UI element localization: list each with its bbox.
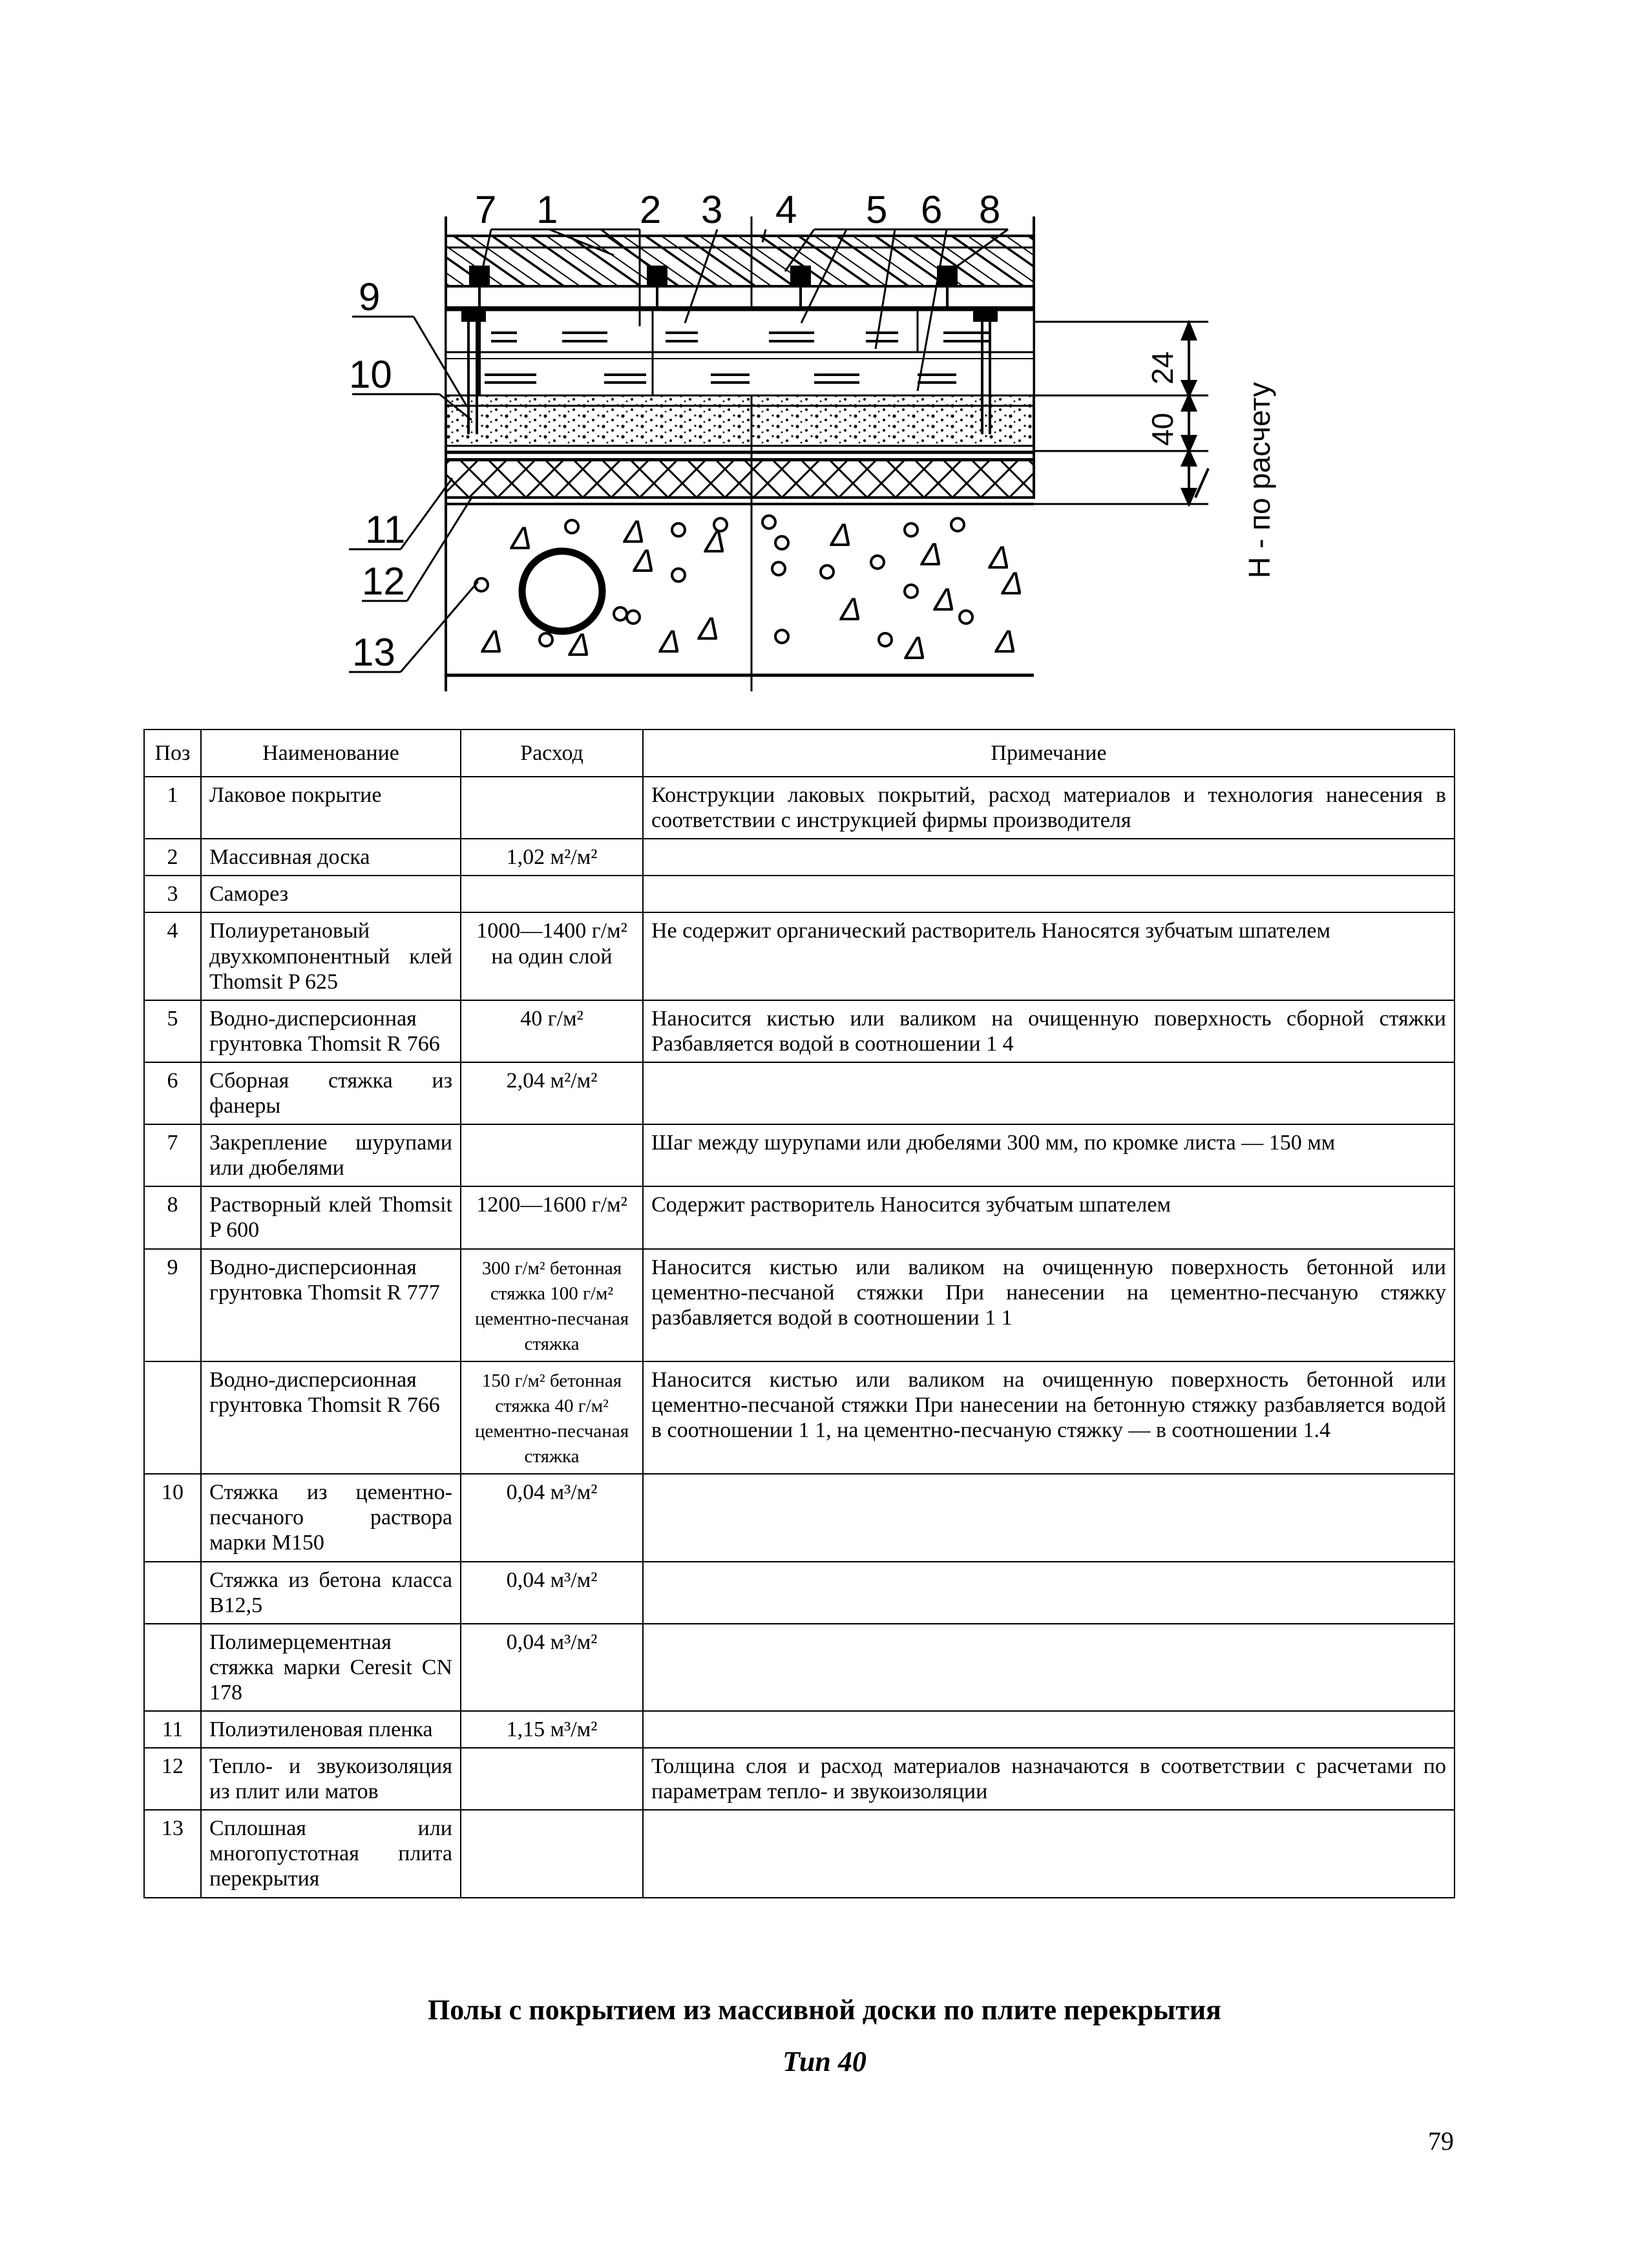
caption-type: Тип 40 [782, 2046, 867, 2077]
row-pos: 1 [144, 777, 201, 839]
row-name: Водно-дисперсионная грунтовка Thomsit R 777 [201, 1249, 461, 1361]
table-row [144, 1186, 1455, 1248]
header-qty: Расход [461, 730, 643, 777]
svg-text:Δ: Δ [481, 624, 503, 660]
row-note [643, 876, 1455, 912]
table-row [144, 777, 1455, 839]
row-note: Наносится кистью или валиком на очищенную поверхность сборной стяжки Разбавляется водой в соотношении 1 4 [643, 1000, 1455, 1062]
row-qty [461, 1810, 643, 1897]
svg-text:Δ: Δ [659, 624, 681, 660]
caption-title: Полы с покрытием из массивной доски по плите перекрытия [428, 1994, 1221, 2026]
table-row [144, 1062, 1455, 1124]
row-qty: 2,04 м²/м² [461, 1062, 643, 1124]
callout-6: 6 [921, 188, 943, 231]
row-note: Не содержит органический растворитель Наносятся зубчатым шпателем [643, 912, 1455, 1000]
row-pos: 4 [144, 912, 201, 1000]
callout-5: 5 [866, 188, 888, 231]
row-qty: 40 г/м² [461, 1000, 643, 1062]
callout-1: 1 [536, 188, 558, 231]
row-pos: 6 [144, 1062, 201, 1124]
row-pos: 3 [144, 876, 201, 912]
row-name: Сборная стяжка из фанеры [201, 1062, 461, 1124]
row-note: Конструкции лаковых покрытий, расход материалов и технология нанесения в соответствии с инструкцией фирмы производителя [643, 777, 1455, 839]
row-qty: 0,04 м³/м² [461, 1474, 643, 1561]
row-qty: 0,04 м³/м² [461, 1562, 643, 1624]
row-qty [461, 777, 643, 839]
row-name: Массивная доска [201, 839, 461, 876]
row-note [643, 1474, 1455, 1561]
row-qty: 0,04 м³/м² [461, 1624, 643, 1711]
floor-section-diagram [0, 0, 1649, 711]
svg-text:Δ: Δ [698, 611, 720, 647]
row-name: Сплошная или многопустотная плита перекрытия [201, 1810, 461, 1897]
row-qty [461, 1124, 643, 1186]
row-note: Толщина слоя и расход материалов назначаются в соответствии с расчетами по параметрам тепло- и звукоизоляции [643, 1748, 1455, 1810]
svg-text:Δ: Δ [704, 523, 726, 560]
row-pos: 13 [144, 1810, 201, 1897]
callout-4: 4 [775, 188, 797, 231]
callout-9: 9 [359, 275, 381, 319]
row-note: Шаг между шурупами или дюбелями 300 мм, по кромке листа — 150 мм [643, 1124, 1455, 1186]
row-qty-text: 150 г/м² бетонная стяжка 40 г/м² цементно-песчаная стяжка [474, 1370, 629, 1467]
row-qty: 1000—1400 г/м² на один слой [461, 912, 643, 1000]
callout-11: 11 [365, 508, 406, 551]
row-name: Полиэтиленовая пленка [201, 1711, 461, 1748]
table-row [144, 1711, 1455, 1748]
row-qty: 1200—1600 г/м² [461, 1186, 643, 1248]
callout-13: 13 [352, 631, 395, 674]
row-note: Содержит растворитель Наносится зубчатым шпателем [643, 1186, 1455, 1248]
insulation-layer [446, 460, 1034, 498]
svg-text:Δ: Δ [830, 517, 852, 553]
svg-text:Δ: Δ [989, 540, 1011, 576]
row-name: Водно-дисперсионная грунтовка Thomsit R 766 [201, 1000, 461, 1062]
svg-text:Δ: Δ [569, 627, 591, 663]
row-pos [144, 1361, 201, 1474]
header-note: Примечание [643, 730, 1455, 777]
row-pos [144, 1624, 201, 1711]
header-pos: Поз [144, 730, 201, 777]
row-note: Наносится кистью или валиком на очищенную поверхность бетонной или цементно-песчаной стяжки При нанесении на цементно-песчаную стяжку разбавляется водой в соотношении 1 1 [643, 1249, 1455, 1361]
row-name: Тепло- и звукоизоляция из плит или матов [201, 1748, 461, 1810]
row-qty [461, 1361, 643, 1474]
svg-text:Δ: Δ [624, 514, 646, 550]
table-row [144, 1810, 1455, 1897]
header-name: Наименование [201, 730, 461, 777]
row-note [643, 1624, 1455, 1711]
row-note: Наносится кистью или валиком на очищенную поверхность бетонной или цементно-песчаной стяжки При нанесении на бетонную стяжку разбавляется водой в соотношении 1 1, на цементно-песчаную стяжку — в соотношении 1.4 [643, 1361, 1455, 1474]
row-pos [144, 1562, 201, 1624]
table-row [144, 1124, 1455, 1186]
table-row [144, 1748, 1455, 1810]
row-name: Лаковое покрытие [201, 777, 461, 839]
svg-text:Δ: Δ [1002, 565, 1024, 602]
row-pos: 2 [144, 839, 201, 876]
row-qty [461, 1249, 643, 1361]
row-pos: 8 [144, 1186, 201, 1248]
row-note [643, 1062, 1455, 1124]
h-label: H - по расчету [1243, 382, 1276, 578]
table-row [144, 839, 1455, 876]
table-row [144, 1474, 1455, 1561]
row-name: Растворный клей Thomsit P 600 [201, 1186, 461, 1248]
row-pos: 7 [144, 1124, 201, 1186]
table-row [144, 876, 1455, 912]
row-qty [461, 1748, 643, 1810]
callout-8: 8 [979, 188, 1001, 231]
row-note [643, 1711, 1455, 1748]
callout-12: 12 [362, 560, 405, 603]
table-row [144, 912, 1455, 1000]
row-note [643, 1810, 1455, 1897]
row-qty [461, 876, 643, 912]
row-qty: 1,15 м³/м² [461, 1711, 643, 1748]
callout-2: 2 [640, 188, 662, 231]
table-row [144, 1249, 1455, 1361]
row-name: Водно-дисперсионная грунтовка Thomsit R 766 [201, 1361, 461, 1474]
callout-7: 7 [475, 188, 497, 231]
table-header-row [144, 730, 1455, 777]
row-pos: 12 [144, 1748, 201, 1810]
table-row [144, 1624, 1455, 1711]
row-qty-text: 300 г/м² бетонная стяжка 100 г/м² цементно-песчаная стяжка [474, 1257, 629, 1354]
callout-3: 3 [701, 188, 723, 231]
table-row [144, 1562, 1455, 1624]
row-name: Стяжка из бетона класса В12,5 [201, 1562, 461, 1624]
svg-text:Δ: Δ [905, 630, 927, 666]
svg-text:Δ: Δ [921, 536, 943, 572]
layer-section [349, 216, 1208, 691]
page-number: 79 [1428, 2126, 1454, 2156]
row-qty: 1,02 м²/м² [461, 839, 643, 876]
row-name: Стяжка из цементно-песчаного раствора марки М150 [201, 1474, 461, 1561]
row-name: Полиуретановый двухкомпонентный клей Thomsit P 625 [201, 912, 461, 1000]
dimension-24: 24 [1146, 351, 1179, 384]
dimension-arrows [1182, 323, 1208, 504]
svg-text:Δ: Δ [510, 520, 532, 556]
row-pos: 10 [144, 1474, 201, 1561]
row-pos: 11 [144, 1711, 201, 1748]
row-name: Саморез [201, 876, 461, 912]
screed-layer [446, 395, 1034, 446]
callout-10: 10 [349, 353, 392, 396]
slab-layer [446, 504, 1034, 675]
row-pos: 5 [144, 1000, 201, 1062]
svg-text:Δ: Δ [840, 591, 862, 627]
svg-text:Δ: Δ [633, 543, 655, 579]
row-name: Закрепление шурупами или дюбелями [201, 1124, 461, 1186]
row-name: Полимерцементная стяжка марки Ceresit CN 178 [201, 1624, 461, 1711]
dimension-40: 40 [1146, 412, 1179, 446]
svg-text:Δ: Δ [995, 624, 1017, 660]
svg-text:Δ: Δ [934, 582, 956, 618]
plywood-layer [446, 310, 1034, 395]
row-pos: 9 [144, 1249, 201, 1361]
row-note [643, 839, 1455, 876]
table-row [144, 1361, 1455, 1474]
materials-table [143, 729, 1455, 1898]
row-note [643, 1562, 1455, 1624]
table-row [144, 1000, 1455, 1062]
